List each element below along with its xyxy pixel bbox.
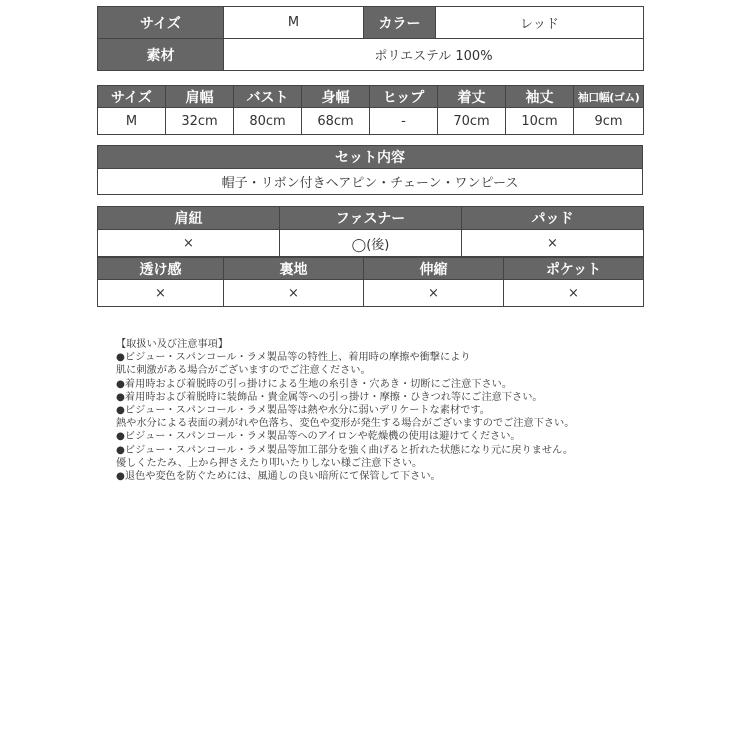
measure-header-sleeve: 袖丈 [506, 86, 574, 108]
measure-value-shoulder: 32cm [166, 108, 234, 135]
measure-header-body-width: 身幅 [302, 86, 370, 108]
care-note-line: ●ビジュー・スパンコール・ラメ製品等の特性上、着用時の摩擦や衝撃により [116, 352, 471, 364]
features-table-1 [97, 206, 644, 257]
measure-header-length: 着丈 [438, 86, 506, 108]
feature-value-pocket: × [504, 280, 644, 307]
care-note-line: 肌に刺激がある場合がございますのでご注意ください。 [116, 365, 371, 377]
set-label: セット内容 [98, 146, 643, 169]
feature-value-sheer: × [98, 280, 224, 307]
feature-header-strap: 肩紐 [98, 207, 280, 230]
care-note-line: 熱や水分による表面の剥がれや色落ち、変色や変形が発生する場合がございますのでご注意下さい。 [116, 418, 575, 430]
set-value: 帽子・リボン付きヘアピン・チェーン・ワンピース [98, 169, 643, 195]
feature-value-pad: × [462, 230, 644, 257]
measure-header-cuff: 袖口幅(ゴム) [574, 86, 644, 108]
feature-header-sheer: 透け感 [98, 258, 224, 280]
care-note-line: ●退色や変色を防ぐためには、風通しの良い暗所にて保管して下さい。 [116, 471, 441, 483]
feature-header-pad: パッド [462, 207, 644, 230]
care-notes [116, 338, 636, 483]
care-note-line: ●着用時および着脱時の引っ掛けによる生地の糸引き・穴あき・切断にご注意下さい。 [116, 378, 513, 390]
measure-header-hip: ヒップ [370, 86, 438, 108]
measure-header-shoulder: 肩幅 [166, 86, 234, 108]
feature-value-stretch: × [364, 280, 504, 307]
material-label: 素材 [98, 39, 224, 71]
set-table [97, 145, 643, 195]
feature-header-stretch: 伸縮 [364, 258, 504, 280]
measure-value-cuff: 9cm [574, 108, 644, 135]
features-table-2 [97, 257, 644, 307]
spec-table [97, 6, 644, 71]
measure-value-hip: - [370, 108, 438, 135]
care-notes-title: 【取扱い及び注意事項】 [116, 339, 229, 350]
material-value: ポリエステル 100% [224, 39, 644, 71]
care-note-line: ●ビジュー・スパンコール・ラメ製品等へのアイロンや乾燥機の使用は避けてください。 [116, 431, 521, 443]
feature-value-zipper: ◯(後) [280, 230, 462, 257]
measure-table [97, 85, 644, 135]
measure-header-size: サイズ [98, 86, 166, 108]
measure-value-body-width: 68cm [302, 108, 370, 135]
measure-value-bust: 80cm [234, 108, 302, 135]
care-note-line: ●ビジュー・スパンコール・ラメ製品等加工部分を強く曲げると折れた状態になり元に戻りません。 [116, 444, 574, 456]
feature-value-strap: × [98, 230, 280, 257]
care-note-line: ●着用時および着脱時に装飾品・貴金属等への引っ掛け・摩擦・ひきつれ等にご注意下さい。 [116, 391, 543, 403]
care-note-line: 優しくたたみ、上から押さえたり叩いたりしない様ご注意下さい。 [116, 457, 423, 469]
measure-value-sleeve: 10cm [506, 108, 574, 135]
measure-value-size: M [98, 108, 166, 135]
feature-value-lining: × [224, 280, 364, 307]
feature-header-lining: 裏地 [224, 258, 364, 280]
measure-value-length: 70cm [438, 108, 506, 135]
care-note-line: ●ビジュー・スパンコール・ラメ製品等は熱や水分に弱いデリケートな素材です。 [116, 405, 490, 417]
size-label: サイズ [98, 7, 224, 39]
measure-header-bust: バスト [234, 86, 302, 108]
size-value: M [224, 7, 364, 39]
feature-header-pocket: ポケット [504, 258, 644, 280]
color-value: レッド [436, 7, 644, 39]
color-label: カラー [364, 7, 436, 39]
feature-header-zipper: ファスナー [280, 207, 462, 230]
